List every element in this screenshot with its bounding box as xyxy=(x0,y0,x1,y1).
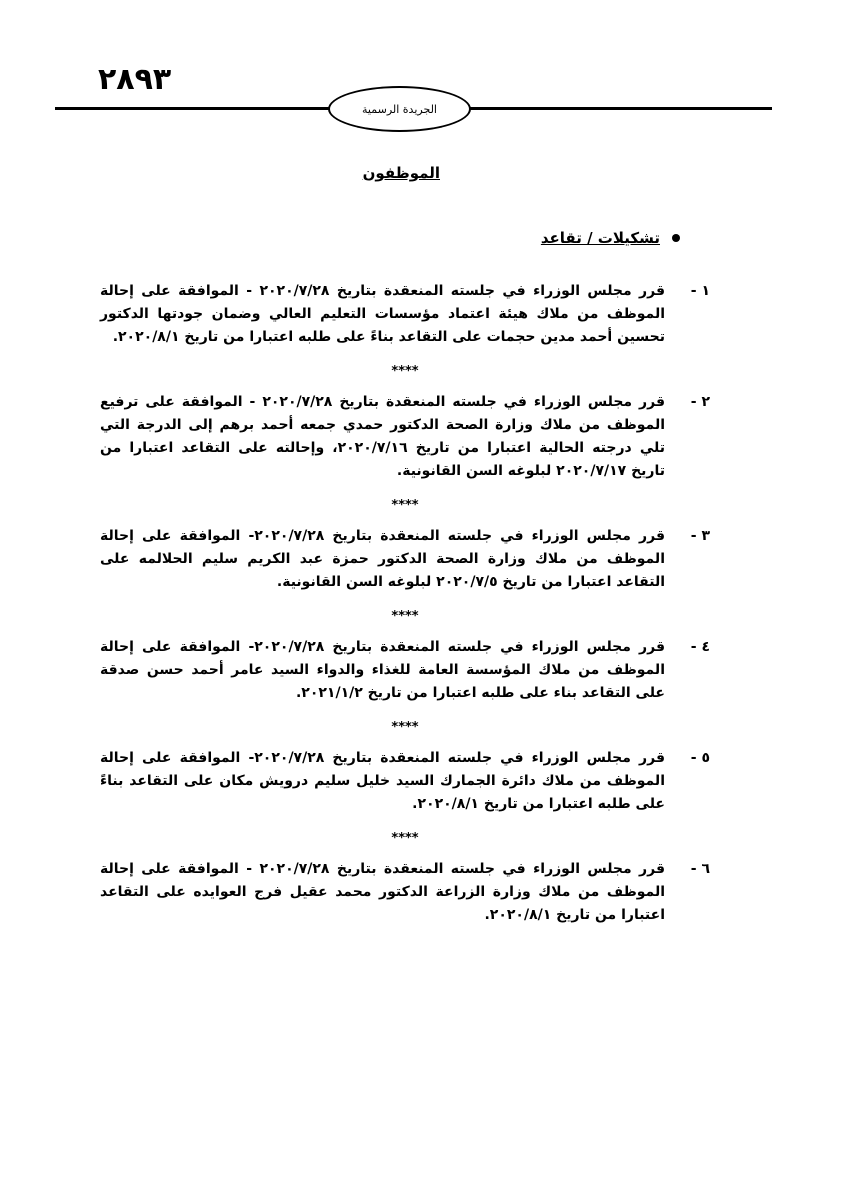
list-item xyxy=(100,280,710,349)
subsection-heading xyxy=(541,229,680,247)
list-item xyxy=(100,391,710,483)
list-item xyxy=(100,858,710,927)
item-text: قرر مجلس الوزراء في جلسته المنعقدة بتاريخ ٢٠٢٠/٧/٢٨ - الموافقة على ترفيع الموظف من ملاك وزارة الصحة الدكتور حمدي جمعه أحمد برهم إلى الدرجة التي تلي درجته الحالية اعتبارا من تاريخ ٢٠٢٠/٧/١٦، وإحالته على التقاعد اعتبارا من تاريخ ٢٠٢٠/٧/١٧ لبلوغه السن القانونية. xyxy=(100,394,665,479)
publication-name-oval xyxy=(328,86,471,132)
item-text: قرر مجلس الوزراء في جلسته المنعقدة بتاريخ ٢٠٢٠/٧/٢٨- الموافقة على إحالة الموظف من ملاك المؤسسة العامة للغذاء والدواء السيد عامر أحمد حسن صدقة على التقاعد بناء على طلبه اعتبارا من تاريخ ٢٠٢١/١/٢. xyxy=(100,639,665,701)
item-text: قرر مجلس الوزراء في جلسته المنعقدة بتاريخ ٢٠٢٠/٧/٢٨- الموافقة على إحالة الموظف من ملاك وزارة الصحة الدكتور حمزة عبد الكريم سليم الحلالمه على التقاعد اعتبارا من تاريخ ٢٠٢٠/٧/٥ لبلوغه السن القانونية. xyxy=(100,528,665,590)
item-number: ٢ - xyxy=(690,394,710,410)
item-text: قرر مجلس الوزراء في جلسته المنعقدة بتاريخ ٢٠٢٠/٧/٢٨ - الموافقة على إحالة الموظف من ملاك وزارة الزراعة الدكتور محمد عقيل فرج العوايده على التقاعد اعتبارا من تاريخ ٢٠٢٠/٨/١. xyxy=(100,861,665,923)
item-number: ١ - xyxy=(690,283,710,299)
item-text: قرر مجلس الوزراء في جلسته المنعقدة بتاريخ ٢٠٢٠/٧/٢٨- الموافقة على إحالة الموظف من ملاك دائرة الجمارك السيد خليل سليم درويش مكان على التقاعد بناءً على طلبه اعتبارا من تاريخ ٢٠٢٠/٨/١. xyxy=(100,750,665,812)
subsection-label: تشكيلات / تقاعد xyxy=(540,229,660,247)
separator: **** xyxy=(391,720,419,735)
separator: **** xyxy=(391,498,419,513)
list-item xyxy=(100,636,710,705)
item-number: ٦ - xyxy=(690,861,710,877)
item-number: ٣ - xyxy=(690,528,710,544)
publication-name: الجريدة الرسمية xyxy=(362,102,437,116)
page-number: ٢٨٩٣ xyxy=(98,62,172,97)
section-title: الموظفون xyxy=(362,164,440,182)
separator: **** xyxy=(391,364,419,379)
bullet-icon xyxy=(672,234,680,242)
separator: **** xyxy=(391,831,419,846)
list-item xyxy=(100,747,710,816)
item-number: ٥ - xyxy=(690,750,710,766)
separator: **** xyxy=(391,609,419,624)
list-item xyxy=(100,525,710,594)
item-text: قرر مجلس الوزراء في جلسته المنعقدة بتاريخ ٢٠٢٠/٧/٢٨ - الموافقة على إحالة الموظف من ملاك هيئة اعتماد مؤسسات التعليم العالي وضمان جودتها الدكتور تحسين أحمد مدين حجمات على التقاعد بناءً على طلبه اعتبارا من تاريخ ٢٠٢٠/٨/١. xyxy=(100,283,665,345)
item-number: ٤ - xyxy=(690,639,710,655)
decisions-list xyxy=(100,280,710,927)
